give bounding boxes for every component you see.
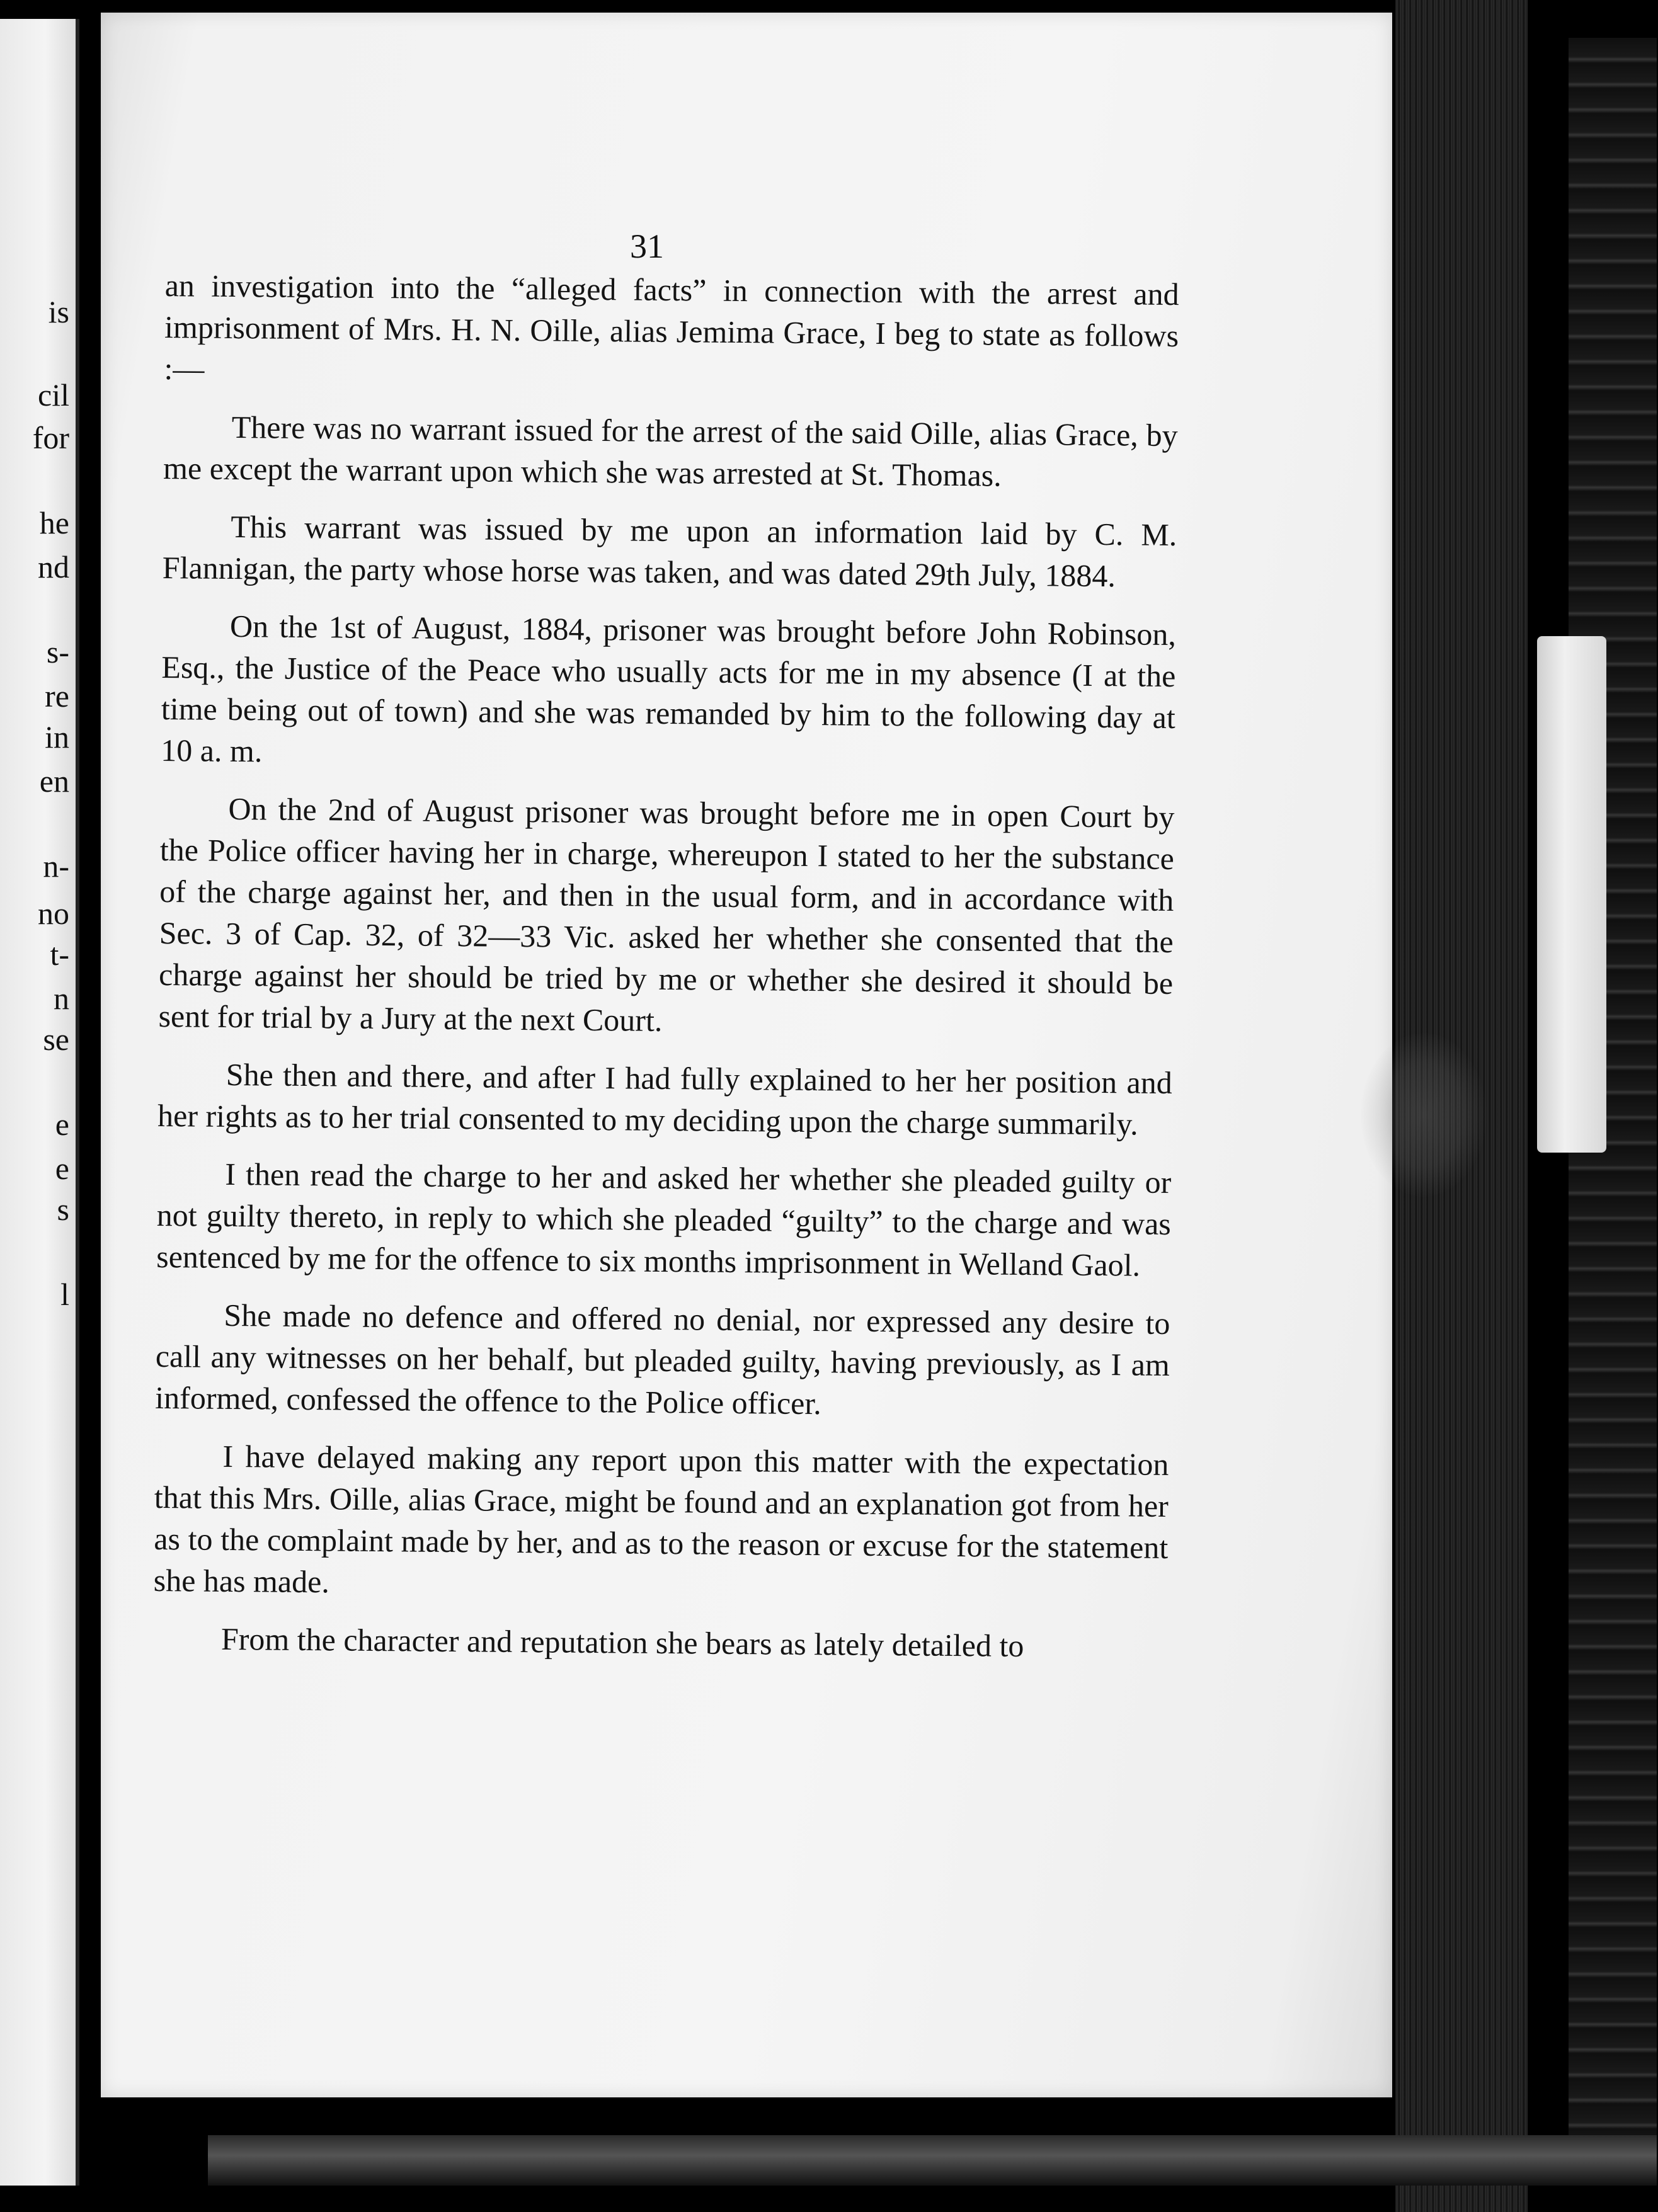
paragraph: This warrant was issued by me upon an information laid by C. M. Flannigan, the party whose horse was taken, and was dated 29th July, 1884. xyxy=(162,508,1177,594)
bottom-page-edge xyxy=(208,2135,1657,2186)
margin-fragment: e xyxy=(55,1107,69,1142)
margin-fragment: e xyxy=(55,1151,69,1186)
margin-fragment: is xyxy=(48,294,69,329)
margin-fragment: cil xyxy=(38,377,69,413)
margin-fragment: se xyxy=(43,1022,69,1057)
paragraph: From the character and reputation she bears as lately detailed to xyxy=(220,1621,1024,1663)
margin-fragment: n xyxy=(54,981,69,1016)
paragraph: On the 1st of August, 1884, prisoner was brought before John Robinson, Esq., the Justice of the Peace who usually acts for me in my absence (I at the time being out of town) and she was remanded by him to the following day at 10 a. m. xyxy=(161,608,1177,769)
page-body xyxy=(152,265,1179,1684)
paragraph: an investigation into the “alleged facts” in connection with the arrest and imprisonment of Mrs. H. N. Oille, alias Jemima Grace, I beg to state as follows :— xyxy=(164,267,1179,387)
margin-fragment: no xyxy=(38,896,69,931)
spine-paper-strip xyxy=(1537,636,1606,1153)
paragraph: On the 2nd of August prisoner was brought before me in open Court by the Police officer having her in charge, whereupon I stated to her the substance of the charge against her, and then in the usual form, and in accordance with Sec. 3 of Cap. 32, of 32—33 Vic. asked her whether she consented that the charge against her should be tried by me or whether she desired it should be sent for trial by a Jury at the next Court. xyxy=(158,790,1175,1038)
facing-page-fragment xyxy=(0,19,79,2186)
margin-fragment: re xyxy=(45,678,69,714)
margin-fragment: he xyxy=(39,505,69,540)
margin-fragment: n- xyxy=(43,848,69,884)
page-number: 31 xyxy=(630,227,664,265)
margin-fragment: s xyxy=(57,1192,69,1227)
margin-fragment: l xyxy=(60,1277,69,1312)
paragraph: She then and there, and after I had fully explained to her her position and her rights as to her trial consented to my deciding upon the charge summarily. xyxy=(157,1056,1172,1142)
paragraph: I then read the charge to her and asked her whether she pleaded guilty or not guilty thereto, in reply to which she pleaded “guilty” to the charge and was sentenced by me for the offence to six months imprisonment in Welland Gaol. xyxy=(156,1156,1172,1283)
paragraph: She made no defence and offered no denial, nor expressed any desire to call any witnesses on her behalf, but pleaded guilty, having previously, as I am informed, confessed the offence to the Police officer. xyxy=(155,1297,1170,1422)
margin-fragment: for xyxy=(32,420,69,455)
margin-fragment: en xyxy=(39,763,69,799)
paragraph: I have delayed making any report upon this matter with the expectation that this Mrs. Oille, alias Grace, might be found and an explanation got from her as to the complaint made by her, and as to the reason or excuse for the statement she has made. xyxy=(153,1438,1169,1600)
margin-fragment: nd xyxy=(38,549,69,584)
margin-fragment: s- xyxy=(46,634,69,670)
margin-fragment: in xyxy=(45,719,69,755)
margin-fragment: t- xyxy=(50,937,69,972)
paragraph: There was no warrant issued for the arrest of the said Oille, alias Grace, by me except the warrant upon which she was arrested at St. Thomas. xyxy=(163,409,1178,493)
page-smudge xyxy=(1361,1033,1487,1197)
